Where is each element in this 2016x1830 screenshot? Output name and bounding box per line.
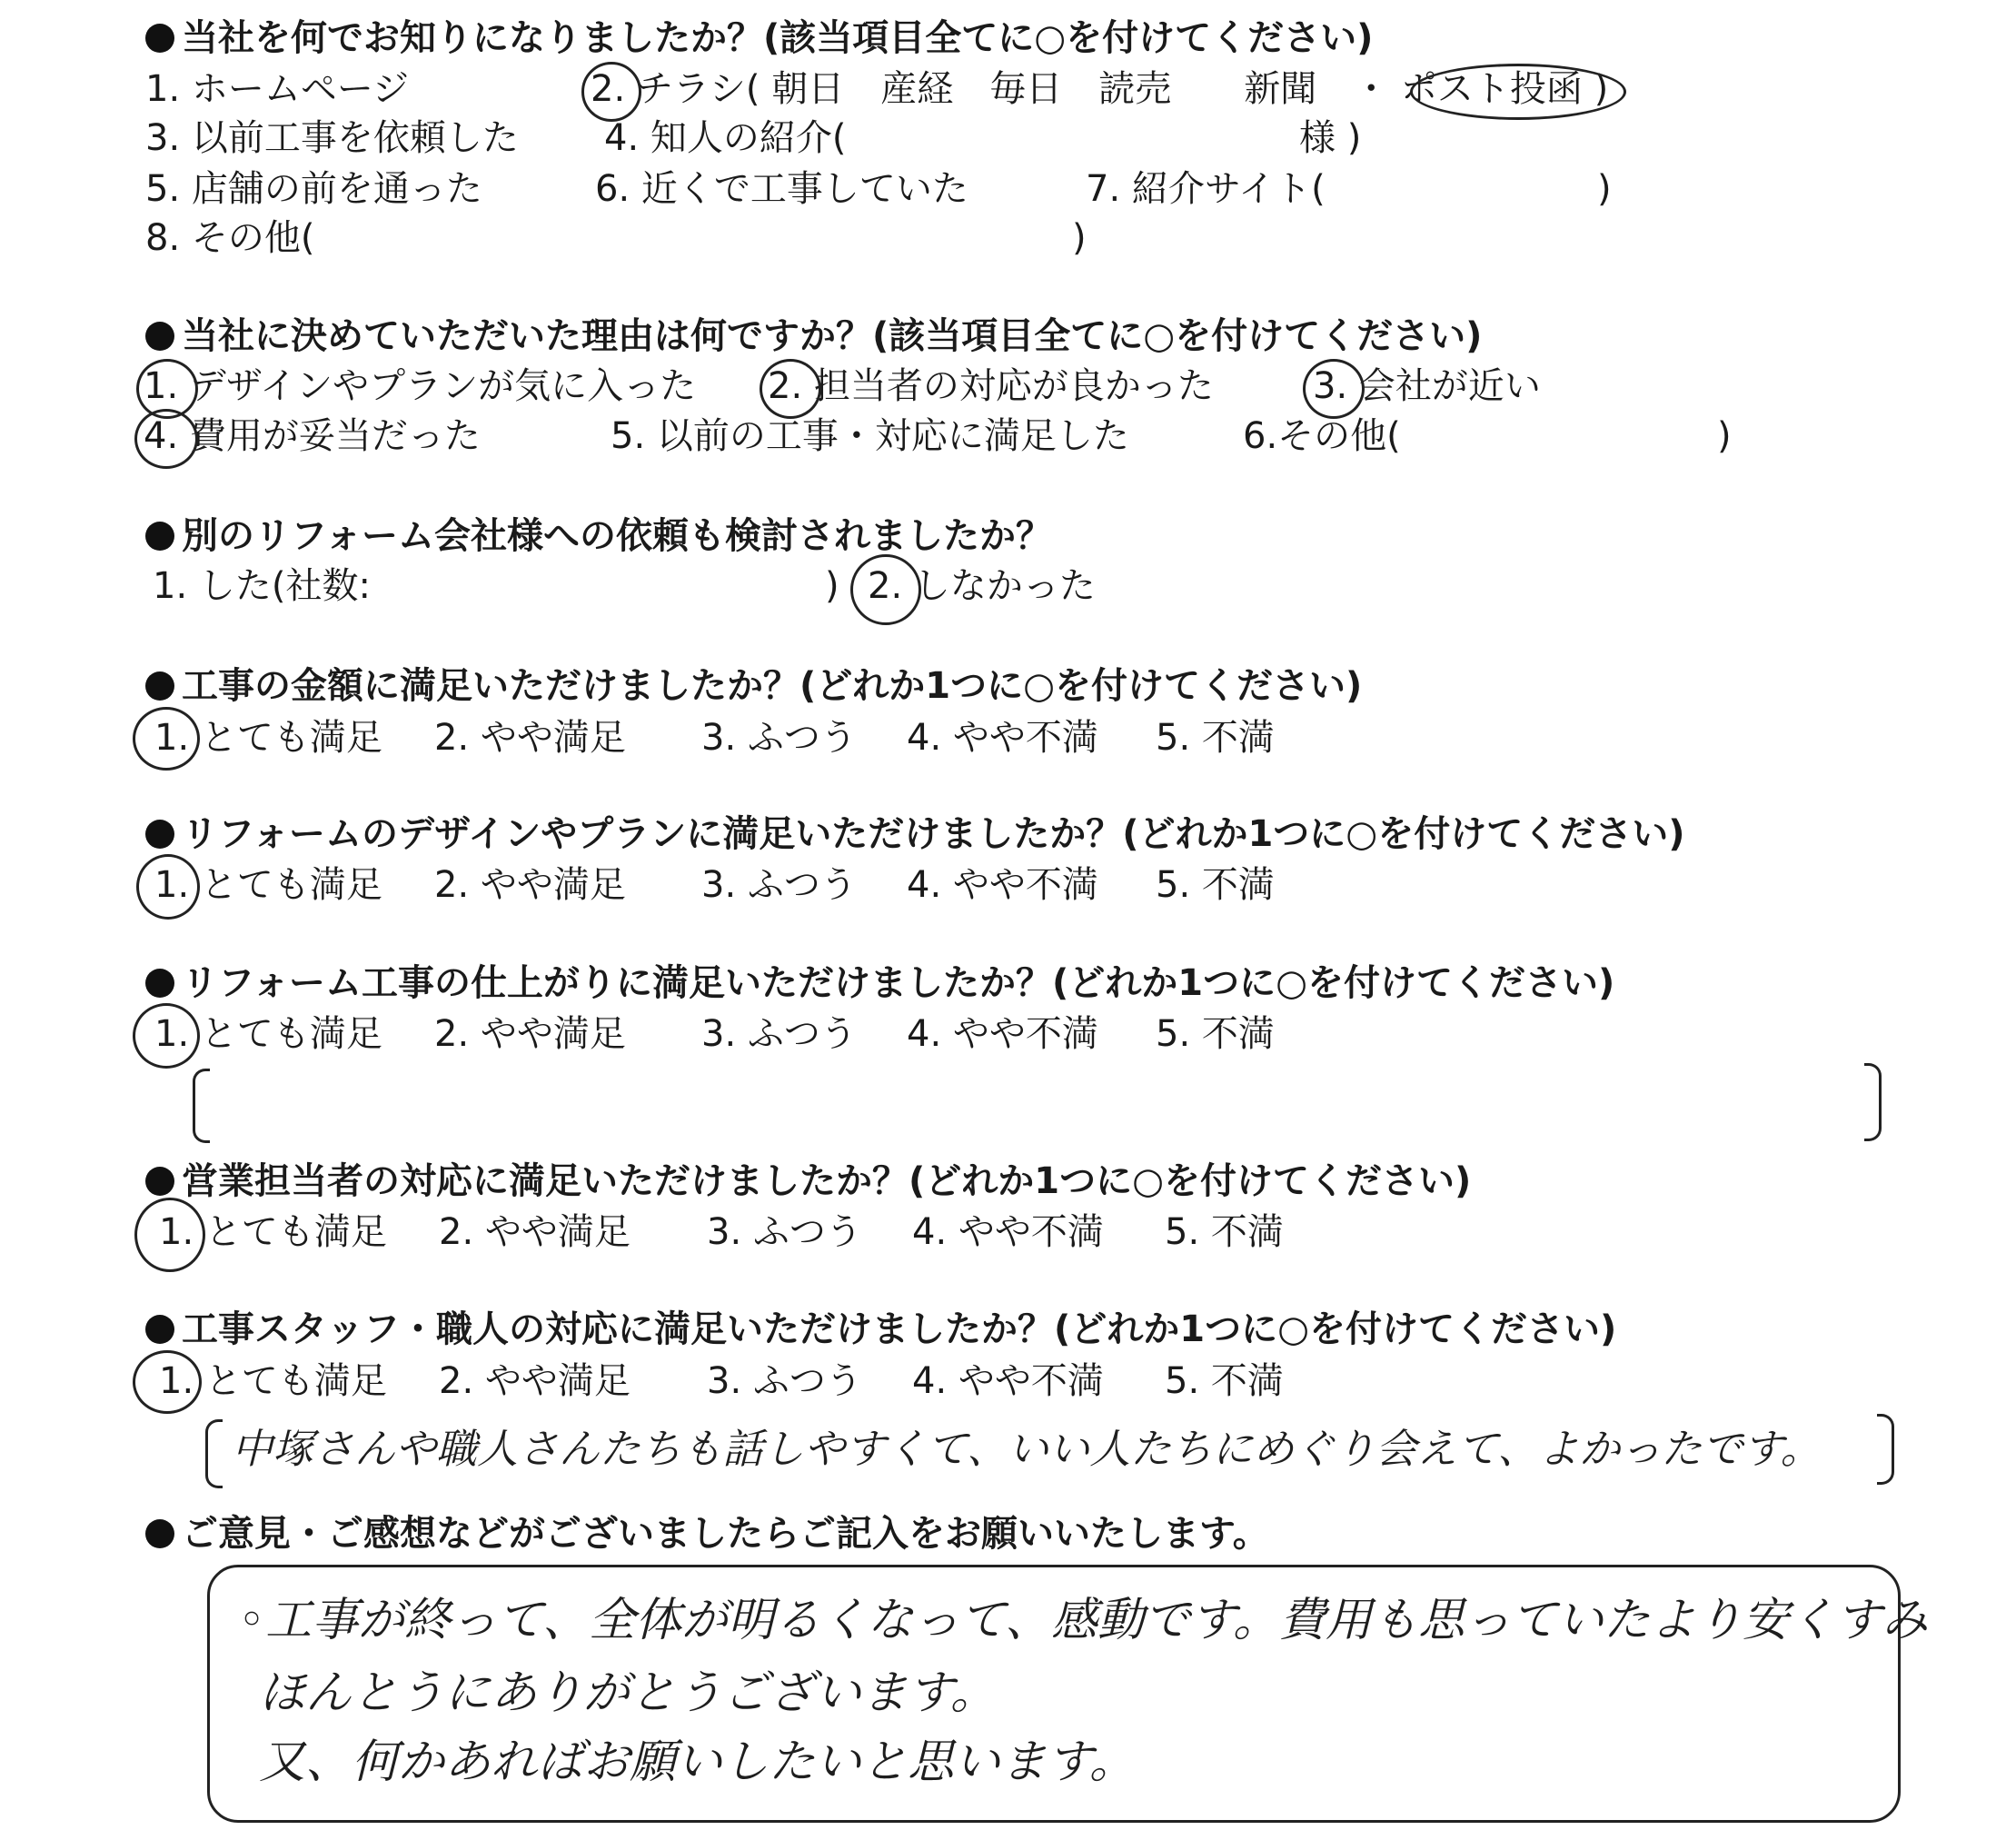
question-8-title: 工事スタッフ・職人の対応に満足いただけましたか？(どれか1つに○を付けてください) xyxy=(145,1311,1616,1348)
q2-option-6-suffix: ) xyxy=(1717,415,1732,457)
q7-option-1[interactable]: 1. とても満足 xyxy=(159,1211,387,1253)
hand-circle-mark xyxy=(136,854,200,920)
q3-option-1[interactable]: 1. した(社数: xyxy=(153,565,371,607)
q4-option-3[interactable]: 3. ふつう xyxy=(701,717,857,759)
bullet-icon xyxy=(145,1167,174,1196)
bullet-icon xyxy=(145,820,174,849)
q3-option-1-suffix: ) xyxy=(825,565,839,607)
q1-option-4-suffix: 様 ) xyxy=(1299,117,1362,159)
bullet-icon xyxy=(145,671,174,701)
q1-option-1[interactable]: 1. ホームページ xyxy=(145,68,410,110)
bullet-icon xyxy=(145,24,174,53)
q8-option-4[interactable]: 4. やや不満 xyxy=(912,1360,1104,1402)
q2-option-3[interactable]: 3. 会社が近い xyxy=(1313,365,1541,407)
q6-option-5[interactable]: 5. 不満 xyxy=(1156,1013,1275,1055)
comment-bracket-left xyxy=(205,1419,223,1488)
q7-option-5[interactable]: 5. 不満 xyxy=(1165,1211,1284,1253)
question-1-title: 当社を何でお知りになりましたか？(該当項目全てに○を付けてください) xyxy=(145,20,1373,56)
q8-option-2[interactable]: 2. やや満足 xyxy=(439,1360,631,1402)
hand-circle-mark xyxy=(133,707,200,771)
q2-option-1[interactable]: 1. デザインやプランが気に入った xyxy=(144,365,697,407)
question-3-title: 別のリフォーム会社様への依頼も検討されましたか？ xyxy=(145,518,1052,554)
question-9-title: ご意見・ご感想などがございましたらご記入をお願いいたします。 xyxy=(145,1516,1269,1552)
bullet-icon xyxy=(145,322,174,351)
hand-circle-mark xyxy=(1410,64,1626,120)
q6-option-2[interactable]: 2. やや満足 xyxy=(434,1013,626,1055)
comment-bracket-left xyxy=(193,1069,210,1143)
q4-option-5[interactable]: 5. 不満 xyxy=(1156,717,1275,759)
q1-option-6[interactable]: 6. 近くで工事していた xyxy=(595,168,968,210)
q2-option-5[interactable]: 5. 以前の工事・対応に満足した xyxy=(611,415,1129,457)
hand-circle-mark xyxy=(850,554,921,625)
question-4-title: 工事の金額に満足いただけましたか？(どれか1つに○を付けてください) xyxy=(145,668,1362,704)
q5-option-2[interactable]: 2. やや満足 xyxy=(434,864,626,906)
q6-option-1[interactable]: 1. とても満足 xyxy=(154,1013,382,1055)
hand-circle-mark xyxy=(134,1198,205,1272)
question-5-title: リフォームのデザインやプランに満足いただけましたか？(どれか1つに○を付けてください) xyxy=(145,816,1685,852)
q4-option-1[interactable]: 1. とても満足 xyxy=(154,717,382,759)
q6-option-3[interactable]: 3. ふつう xyxy=(701,1013,857,1055)
q1-option-8[interactable]: 8. その他( xyxy=(145,217,315,259)
q1-option-3[interactable]: 3. 以前工事を依頼した xyxy=(145,117,519,159)
q1-option-7-suffix: ) xyxy=(1597,168,1612,210)
bullet-icon xyxy=(145,1315,174,1344)
q7-option-3[interactable]: 3. ふつう xyxy=(707,1211,862,1253)
q2-option-2[interactable]: 2. 担当者の対応が良かった xyxy=(768,365,1214,407)
q4-option-4[interactable]: 4. やや不満 xyxy=(907,717,1098,759)
question-7-title: 営業担当者の対応に満足いただけましたか？(どれか1つに○を付けてください) xyxy=(145,1163,1471,1199)
question-6-title: リフォーム工事の仕上がりに満足いただけましたか？(どれか1つに○を付けてください) xyxy=(145,965,1614,1001)
hand-circle-mark xyxy=(133,1350,202,1414)
q6-option-4[interactable]: 4. やや不満 xyxy=(907,1013,1098,1055)
q1-option-8-suffix: ) xyxy=(1072,217,1087,259)
q1-option-7[interactable]: 7. 紹介サイト( xyxy=(1086,168,1326,210)
q8-handwritten-comment: 中塚さんや職人さんたちも話しやすくて、いい人たちにめぐり会えて、よかったです。 xyxy=(232,1425,1822,1473)
q5-option-5[interactable]: 5. 不満 xyxy=(1156,864,1275,906)
q9-handwritten-line-2: ほんとうにありがとうございます。 xyxy=(259,1666,997,1720)
q5-option-1[interactable]: 1. とても満足 xyxy=(154,864,382,906)
q8-option-1[interactable]: 1. とても満足 xyxy=(159,1360,387,1402)
q7-option-2[interactable]: 2. やや満足 xyxy=(439,1211,631,1253)
hand-circle-mark xyxy=(134,409,198,469)
bullet-icon xyxy=(145,1519,174,1548)
comment-bracket-right xyxy=(1877,1414,1894,1485)
q9-handwritten-line-1: ◦工事が終って、全体が明るくなって、感動です。費用も思っていたより安くすみ xyxy=(238,1594,1928,1647)
bullet-icon xyxy=(145,522,174,551)
q3-option-2[interactable]: 2. しなかった xyxy=(868,565,1096,607)
q1-option-5[interactable]: 5. 店舗の前を通った xyxy=(145,168,482,210)
q9-handwritten-line-3: 又、何かあればお願いしたいと思います。 xyxy=(259,1736,1136,1789)
q8-option-5[interactable]: 5. 不満 xyxy=(1165,1360,1284,1402)
bullet-icon xyxy=(145,969,174,998)
q2-option-6[interactable]: 6.その他( xyxy=(1243,415,1401,457)
hand-circle-mark xyxy=(760,359,821,419)
q1-option-2[interactable]: 2. チラシ( 朝日 産経 毎日 読売 新聞 ・ ポスト投函 ) xyxy=(591,68,1609,110)
q8-option-3[interactable]: 3. ふつう xyxy=(707,1360,862,1402)
q1-option-4[interactable]: 4. 知人の紹介( xyxy=(604,117,847,159)
hand-circle-mark xyxy=(581,62,641,122)
hand-circle-mark xyxy=(133,1003,200,1069)
q5-option-4[interactable]: 4. やや不満 xyxy=(907,864,1098,906)
q2-option-4[interactable]: 4. 費用が妥当だった xyxy=(144,415,481,457)
hand-circle-mark xyxy=(1303,359,1365,419)
q5-option-3[interactable]: 3. ふつう xyxy=(701,864,857,906)
q7-option-4[interactable]: 4. やや不満 xyxy=(912,1211,1104,1253)
question-2-title: 当社に決めていただいた理由は何ですか？(該当項目全てに○を付けてください) xyxy=(145,318,1482,354)
q4-option-2[interactable]: 2. やや満足 xyxy=(434,717,626,759)
comment-bracket-right xyxy=(1864,1063,1882,1141)
